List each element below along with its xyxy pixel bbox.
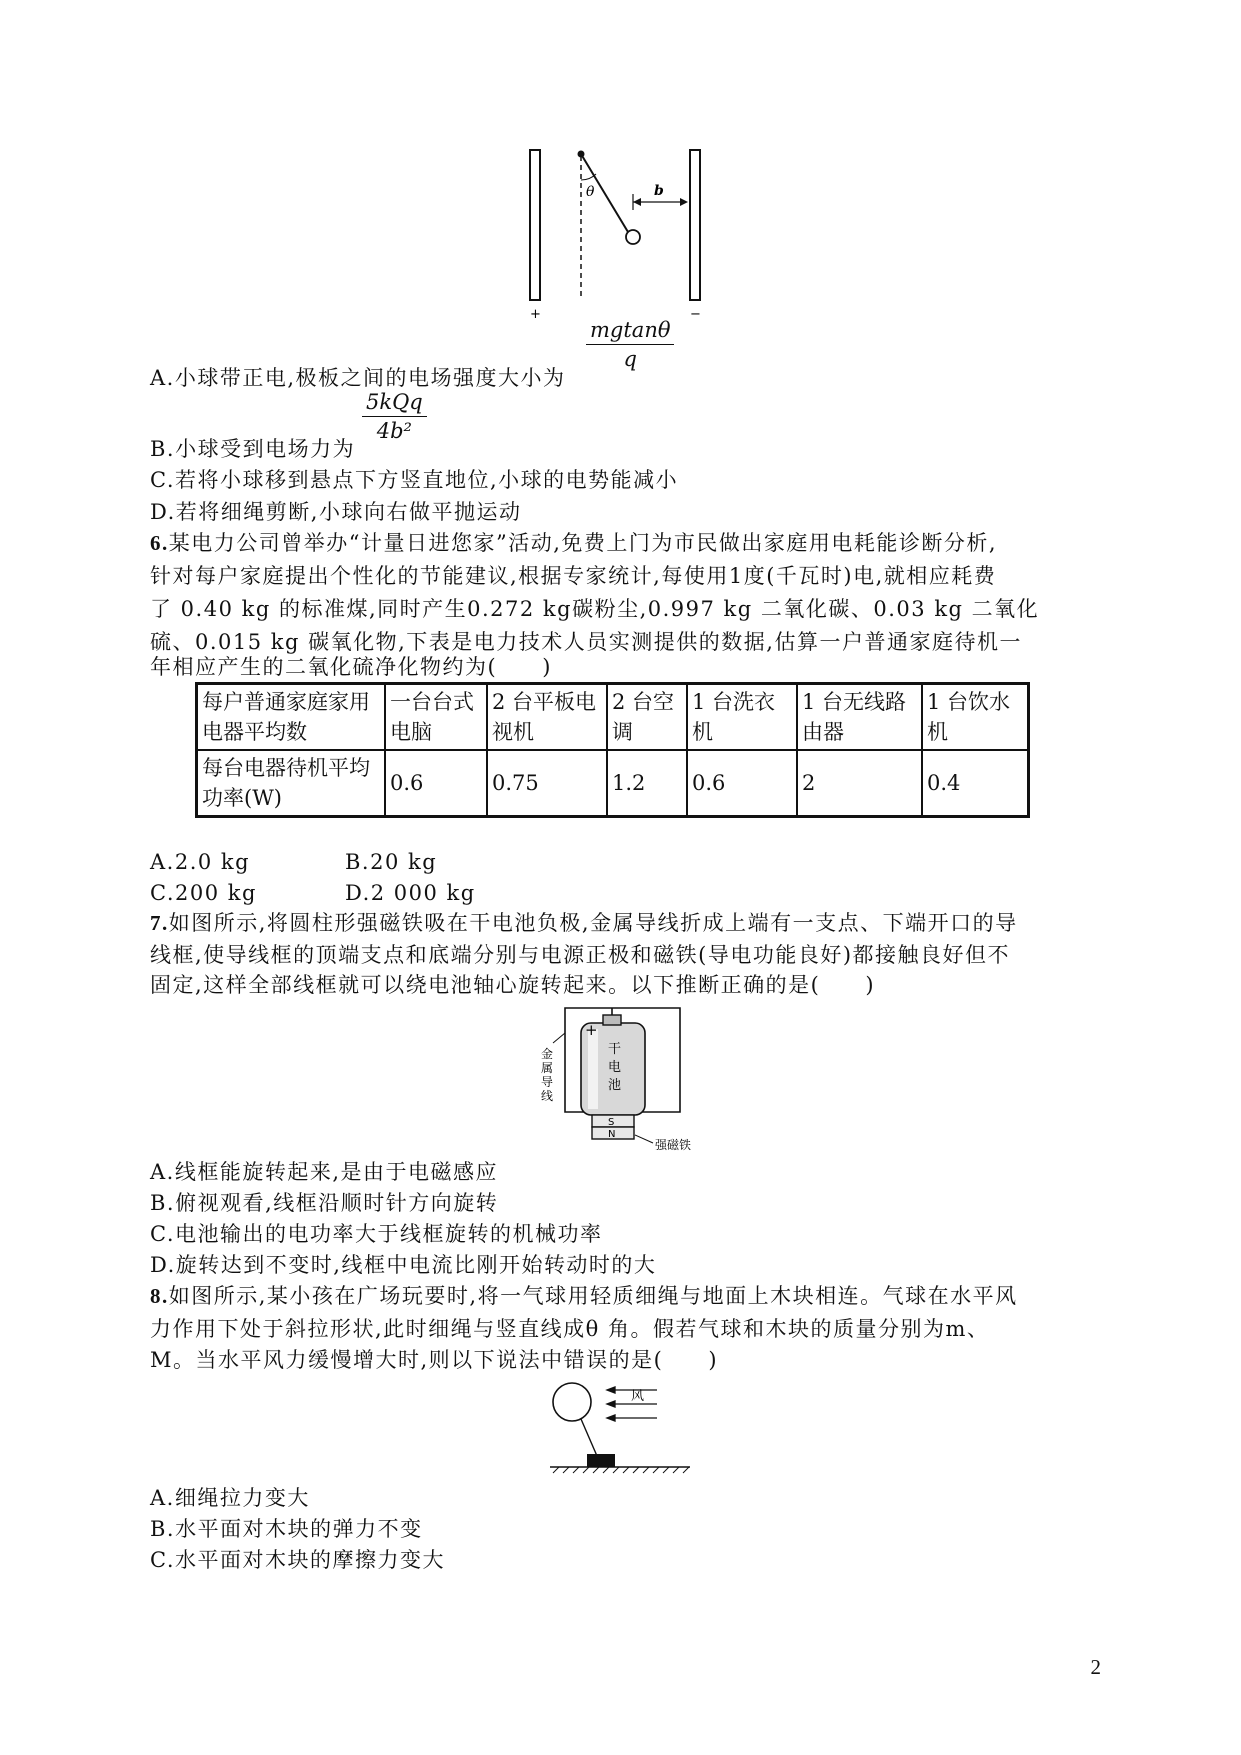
q6-line-4: 硫、0.015 kg 碳氧化物,下表是电力技术人员实测提供的数据,估算一户普通家庭待机一: [150, 630, 1022, 654]
formula-denominator: 4b²: [376, 419, 412, 443]
balloon: [553, 1383, 591, 1421]
table-cell: 0.4: [922, 750, 1029, 817]
table-cell: 0.75: [487, 750, 607, 817]
battery-label-2: 电: [608, 1060, 622, 1075]
table-cell: 1 台无线路由器: [797, 684, 922, 751]
table-cell: 2: [797, 750, 922, 817]
battery-label-1: 干: [608, 1042, 622, 1057]
magnet-label-pointer: [635, 1135, 653, 1143]
balloon-string: [581, 1419, 597, 1456]
wire-label-4: 线: [541, 1089, 554, 1103]
page-number: 2: [1090, 1655, 1101, 1679]
table-cell: 每台电器待机平均功率(W): [197, 750, 386, 817]
wind-label: 风: [631, 1389, 645, 1404]
standby-power-table: [195, 682, 1030, 818]
magnet-n-label: N: [608, 1129, 616, 1140]
q8-option-a: A.细绳拉力变大: [150, 1486, 310, 1510]
q6-line-5: 年相应产生的二氧化硫净化物约为( ): [150, 655, 552, 679]
q5-option-b: B.小球受到电场力为: [150, 437, 356, 461]
figure-homopolar-motor: [525, 1003, 720, 1155]
q8-line-1: 8.如图所示,某小孩在广场玩要时,将一气球用轻质细绳与地面上木块相连。气球在水平风: [150, 1284, 1018, 1308]
wire-label-1: 金: [541, 1047, 554, 1061]
ground-hatching: [553, 1467, 689, 1473]
charged-ball: [626, 230, 640, 244]
table-row: [197, 750, 1029, 817]
q5-option-b-formula: [362, 390, 427, 443]
q8-line-3: M。当水平风力缓慢增大时,则以下说法中错误的是( ): [150, 1348, 719, 1372]
table-cell: 1.2: [607, 750, 687, 817]
question-number: 8.: [150, 1284, 169, 1308]
minus-sign: −: [690, 307, 701, 322]
battery-label-3: 池: [608, 1078, 622, 1093]
plus-sign: +: [530, 307, 541, 322]
table-row: [197, 684, 1029, 751]
magnet-s-label: S: [608, 1117, 615, 1128]
q6-line-2: 针对每户家庭提出个性化的节能建议,根据专家统计,每使用1度(千瓦时)电,就相应耗费: [150, 564, 997, 588]
arrowhead-left: [633, 198, 641, 206]
table-cell: 2 台空调: [607, 684, 687, 751]
q5-option-c: C.若将小球移到悬点下方竖直地位,小球的电势能减小: [150, 468, 679, 492]
magnet-label: 强磁铁: [655, 1138, 692, 1152]
q7-option-d: D.旋转达到不变时,线框中电流比刚开始转动时的大: [150, 1253, 657, 1277]
table-cell: 2 台平板电视机: [487, 684, 607, 751]
wire-label-3: 导: [541, 1075, 554, 1089]
left-plate: [530, 150, 540, 300]
q5-option-a: A.小球带正电,极板之间的电场强度大小为: [150, 366, 566, 390]
table-cell: 0.6: [687, 750, 797, 817]
b-label: b: [654, 183, 664, 199]
table-cell: 1 台饮水机: [922, 684, 1029, 751]
right-plate: [690, 150, 700, 300]
question-number: 7.: [150, 911, 169, 935]
q6-option-a: A.2.0 kg: [150, 850, 251, 874]
wire-label-pointer: [553, 1033, 565, 1043]
q7-option-b: B.俯视观看,线框沿顺时针方向旋转: [150, 1191, 499, 1215]
q8-option-c: C.水平面对木块的摩擦力变大: [150, 1548, 445, 1572]
q8-option-b: B.水平面对木块的弹力不变: [150, 1517, 423, 1541]
q7-line-3: 固定,这样全部线框就可以绕电池轴心旋转起来。以下推断正确的是( ): [150, 973, 876, 997]
theta-label: θ: [586, 184, 595, 200]
battery-terminal: [603, 1015, 621, 1025]
q5-option-a-formula: [586, 318, 674, 371]
q6-line-1: 6.某电力公司曾举办“计量日进您家”活动,免费上门为市民做出家庭用电耗能诊断分析,: [150, 531, 998, 555]
table-cell: 0.6: [385, 750, 487, 817]
formula-numerator: 5kQq: [362, 390, 427, 417]
q6-line-3: 了 0.40 kg 的标准煤,同时产生0.272 kg碳粉尘,0.997 kg 二氧化碳、0.03 kg 二氧化: [150, 597, 1040, 621]
table-cell: 一台台式电脑: [385, 684, 487, 751]
wire-label-2: 属: [541, 1061, 554, 1075]
table-cell: 1 台洗衣机: [687, 684, 797, 751]
q7-line-2: 线框,使导线框的顶端支点和底端分别与电源正极和磁铁(导电功能良好)都接触良好但不: [150, 943, 1011, 967]
formula-denominator: q: [623, 347, 637, 371]
table-cell: 每户普通家庭家用电器平均数: [197, 684, 386, 751]
q7-line-1: 7.如图所示,将圆柱形强磁铁吸在干电池负极,金属导线折成上端有一支点、下端开口的导: [150, 911, 1018, 935]
question-number: 6.: [150, 531, 169, 555]
figure-balloon-wind: [545, 1380, 705, 1475]
wood-block: [587, 1454, 615, 1467]
q5-option-d: D.若将细绳剪断,小球向右做平抛运动: [150, 500, 522, 524]
q8-line-2: 力作用下处于斜拉形状,此时细绳与竖直线成θ 角。假若气球和木块的质量分别为m、: [150, 1317, 990, 1341]
q7-option-a: A.线框能旋转起来,是由于电磁感应: [150, 1160, 499, 1184]
figure-pendulum-plates: [520, 140, 720, 330]
q6-option-b: B.20 kg: [345, 850, 438, 874]
q7-option-c: C.电池输出的电功率大于线框旋转的机械功率: [150, 1222, 603, 1246]
formula-numerator: mgtanθ: [586, 318, 674, 345]
q6-option-c: C.200 kg: [150, 881, 257, 905]
q6-option-d: D.2 000 kg: [345, 881, 476, 905]
plus-terminal-label: +: [585, 1021, 598, 1039]
arrowhead-right: [680, 198, 688, 206]
battery-highlight: [588, 1029, 598, 1109]
